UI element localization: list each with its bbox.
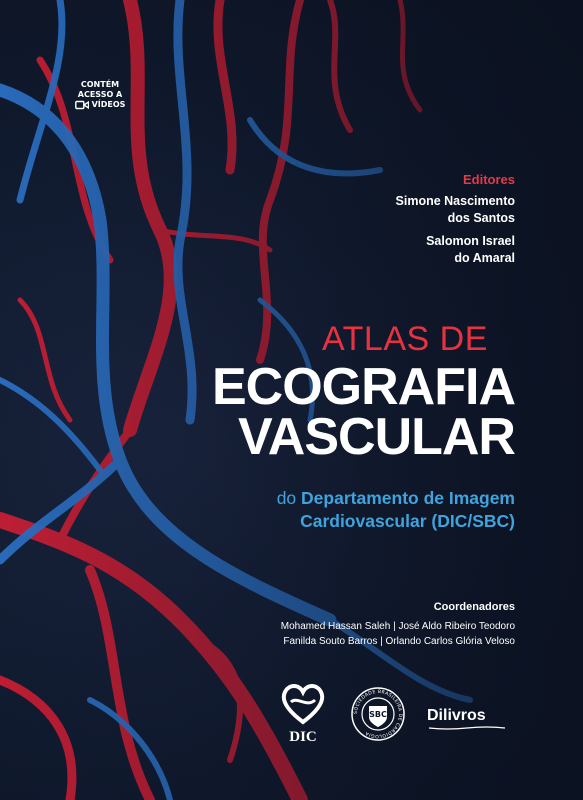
book-subtitle <box>277 487 515 533</box>
editor-name <box>396 233 515 267</box>
heart-logo-icon <box>277 680 329 726</box>
badge-line-1: CONTÉM <box>80 80 120 89</box>
video-camera-icon <box>75 100 89 110</box>
subtitle-line-1: Departamento de Imagem <box>301 488 515 508</box>
book-title <box>212 358 515 466</box>
editor-name-line: do Amaral <box>454 251 515 265</box>
editor-name-line: dos Santos <box>447 211 515 225</box>
title-line-2: VASCULAR <box>237 408 515 466</box>
coordinators-block <box>281 601 515 649</box>
coordinators-label: Coordenadores <box>433 601 515 613</box>
sbc-ring-text: SOCIEDADE BRASILEIRA DE CARDIOLOGIA <box>353 689 403 739</box>
sbc-logo <box>350 686 406 742</box>
dic-logo-text: DIC <box>289 729 317 745</box>
subtitle-line-2: Cardiovascular (DIC/SBC) <box>300 511 515 531</box>
dic-logo <box>277 680 329 746</box>
book-underline-icon <box>427 726 507 730</box>
publisher-name: Dilivros <box>427 707 486 724</box>
editor-name-line: Simone Nascimento <box>395 194 515 208</box>
editors-block <box>396 172 515 273</box>
editor-name-line: Salomon Israel <box>426 234 515 248</box>
subtitle-lead: do <box>276 488 297 508</box>
badge-line-3: VÍDEOS <box>91 100 126 109</box>
title-prefix: ATLAS DE <box>322 320 488 358</box>
video-access-badge <box>70 80 130 128</box>
title-line-1: ECOGRAFIA <box>212 358 515 416</box>
coordinators-line-2: Fanilda Souto Barros | Orlando Carlos Glória Veloso <box>283 636 515 647</box>
editors-label: Editores <box>462 172 515 187</box>
badge-line-2: ACESSO A <box>77 90 123 99</box>
coordinators-line-1: Mohamed Hassan Saleh | José Aldo Ribeiro Teodoro <box>280 621 515 632</box>
editor-name <box>396 193 515 227</box>
sbc-logo-text: SBC <box>369 710 387 719</box>
publisher-logo <box>427 707 507 730</box>
